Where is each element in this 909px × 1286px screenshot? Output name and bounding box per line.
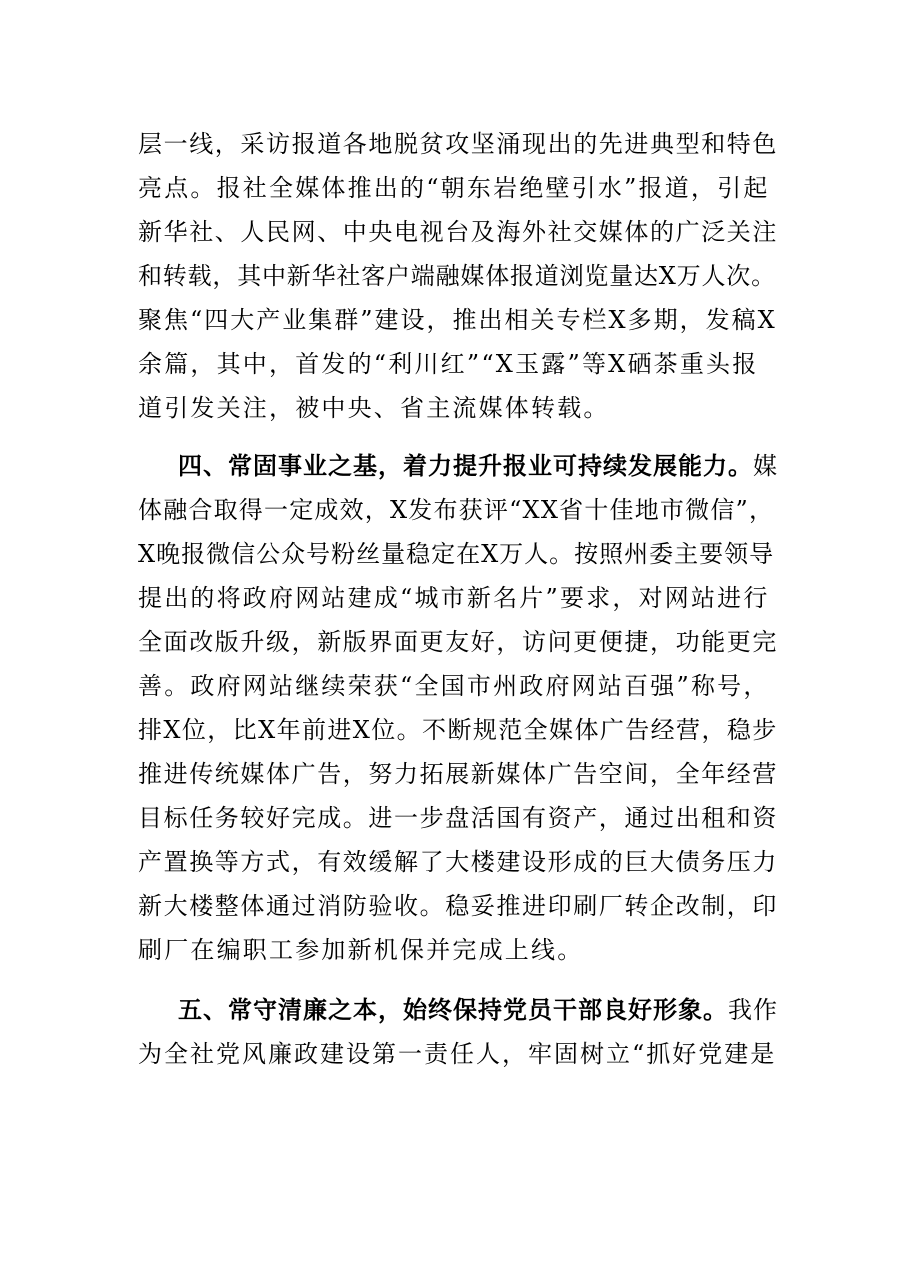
section-4-heading: 四、常固事业之基，着力提升报业可持续发展能力。 bbox=[178, 452, 753, 480]
paragraph-2-line-11: 新大楼整体通过消防验收。稳妥推进印刷厂转企改制，印 bbox=[138, 892, 778, 920]
paragraph-3-first-line bbox=[178, 988, 778, 1032]
paragraph-1-line-5: 聚焦“四大产业集群”建设，推出相关专栏X多期，发稿X bbox=[138, 306, 777, 334]
paragraph-2-line-8: 推进传统媒体广告，努力拓展新媒体广告空间，全年经营 bbox=[138, 760, 778, 788]
paragraph-2-line-3: X晚报微信公众号粉丝量稳定在X万人。按照州委主要领导 bbox=[138, 540, 775, 568]
paragraph-2-first-line bbox=[178, 444, 778, 488]
paragraph-2-line-2: 体融合取得一定成效，X发布获评“XX省十佳地市微信”， bbox=[138, 496, 775, 524]
paragraph-2-line-12: 刷厂在编职工参加新机保并完成上线。 bbox=[138, 936, 584, 964]
paragraph-1-line-2: 亮点。报社全媒体推出的“朝东岩绝壁引水”报道，引起 bbox=[138, 174, 770, 202]
paragraph-1-line-1: 层一线，采访报道各地脱贫攻坚涌现出的先进典型和特色 bbox=[138, 130, 778, 158]
paragraph-3-first-line-rest: 我作 bbox=[728, 996, 778, 1024]
paragraph-2-line-4: 提出的将政府网站建成“城市新名片”要求，对网站进行 bbox=[138, 584, 770, 612]
paragraph-2-line-7: 排X位，比X年前进X位。不断规范全媒体广告经营，稳步 bbox=[138, 716, 778, 744]
paragraph-1-line-4: 和转载，其中新华社客户端融媒体报道浏览量达X万人次。 bbox=[138, 262, 776, 290]
paragraph-1-line-6: 余篇，其中，首发的“利川红”“X玉露”等X硒茶重头报 bbox=[138, 350, 759, 378]
paragraph-2-line-5: 全面改版升级，新版界面更友好，访问更便捷，功能更完 bbox=[138, 628, 778, 656]
paragraph-1-line-7: 道引发关注，被中央、省主流媒体转载。 bbox=[138, 394, 610, 422]
paragraph-1-line-3: 新华社、人民网、中央电视台及海外社交媒体的广泛关注 bbox=[138, 218, 778, 246]
paragraph-2-first-line-rest: 媒 bbox=[753, 452, 778, 480]
paragraph-2-line-9: 目标任务较好完成。进一步盘活国有资产，通过出租和资 bbox=[138, 804, 778, 832]
paragraph-3-line-2: 为全社党风廉政建设第一责任人，牢固树立“抓好党建是 bbox=[138, 1040, 777, 1068]
paragraph-2-line-6: 善。政府网站继续荣获“全国市州政府网站百强”称号， bbox=[138, 672, 770, 700]
paragraph-2-line-10: 产置换等方式，有效缓解了大楼建设形成的巨大债务压力 bbox=[138, 848, 778, 876]
section-5-heading: 五、常守清廉之本，始终保持党员干部良好形象。 bbox=[178, 996, 728, 1024]
